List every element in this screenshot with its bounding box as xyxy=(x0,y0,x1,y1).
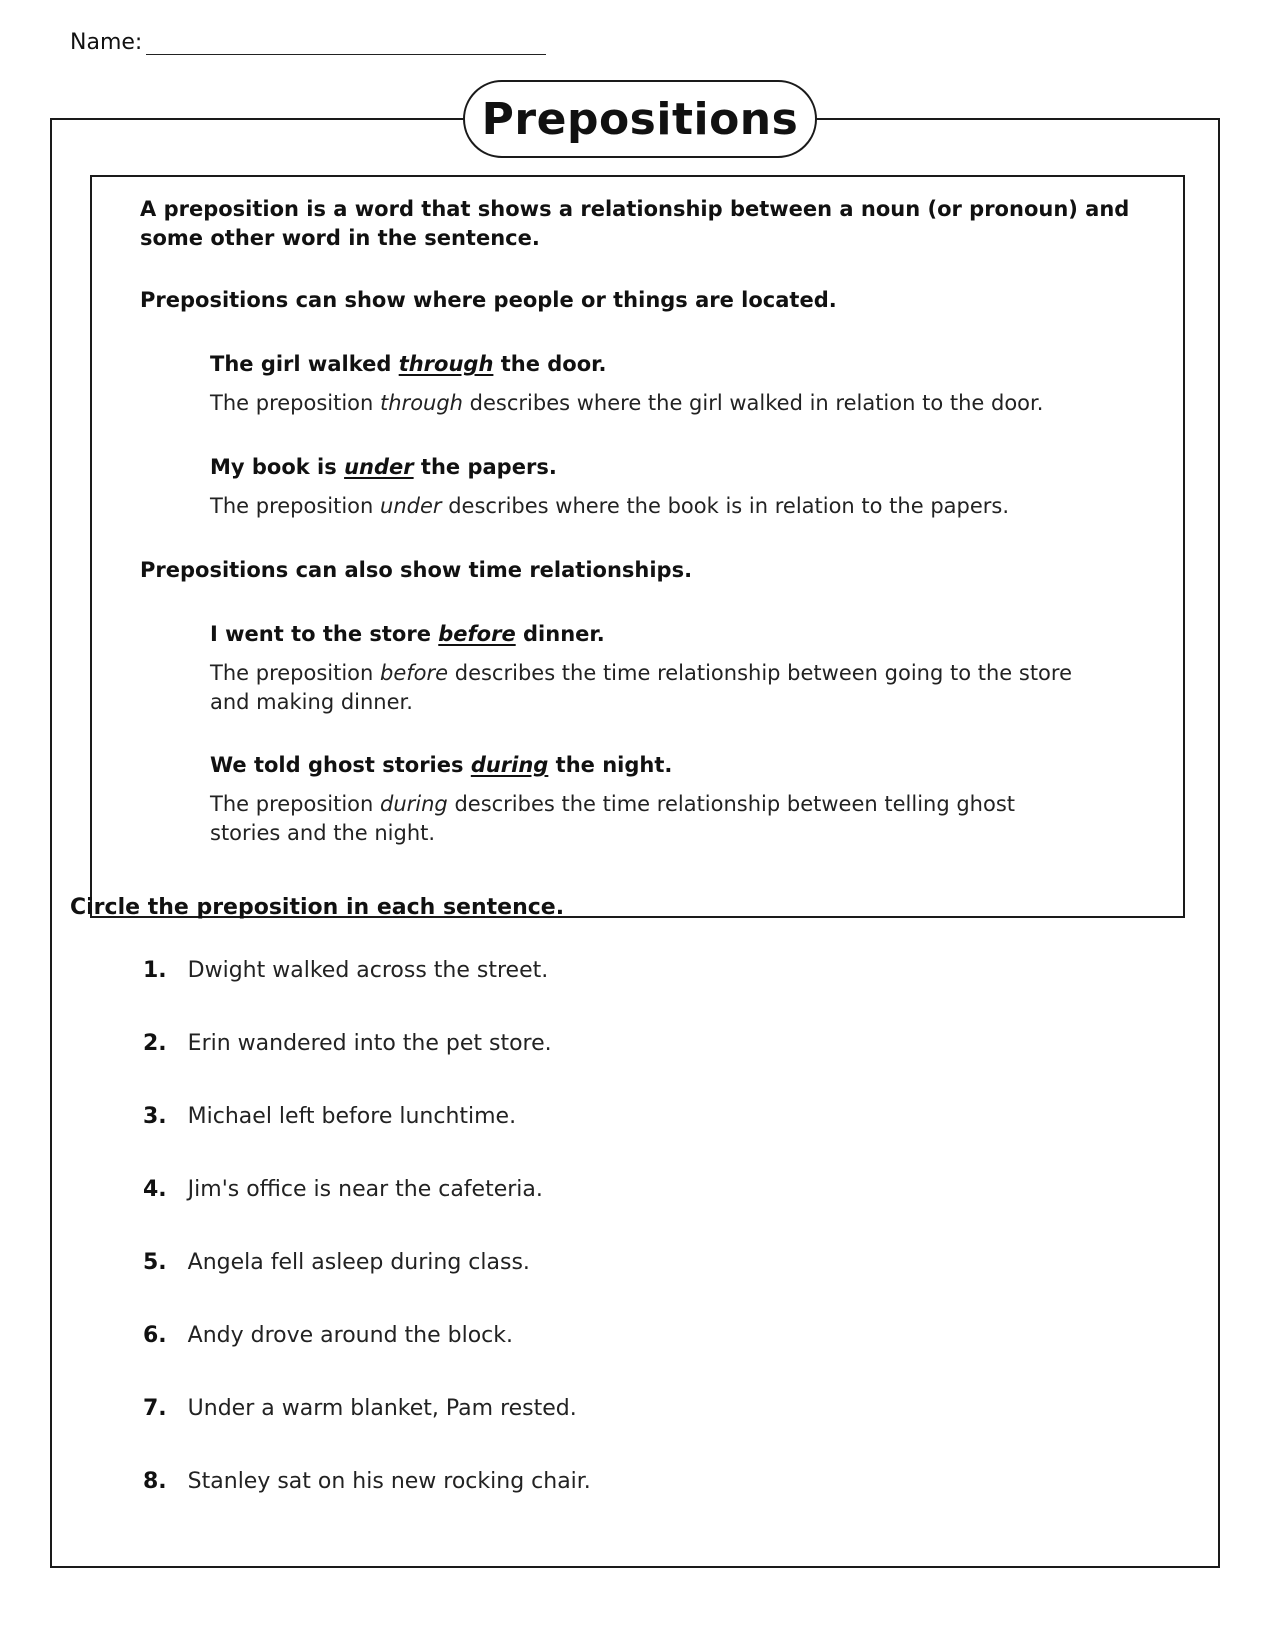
name-label: Name: xyxy=(70,30,143,55)
item-sentence[interactable]: Andy drove around the block. xyxy=(187,1323,513,1348)
exercise-item[interactable] xyxy=(143,958,548,983)
title-banner xyxy=(463,80,817,158)
example-sentence: The girl walked through the door. xyxy=(210,352,607,376)
item-sentence[interactable]: Erin wandered into the pet store. xyxy=(187,1031,552,1056)
exercise-item[interactable] xyxy=(143,1469,591,1494)
exercise-item[interactable] xyxy=(143,1396,577,1421)
item-sentence[interactable]: Jim's office is near the cafeteria. xyxy=(187,1177,543,1202)
example-sentence: I went to the store before dinner. xyxy=(210,622,605,646)
item-sentence[interactable]: Dwight walked across the street. xyxy=(187,958,549,983)
item-number: 7. xyxy=(143,1396,167,1421)
example-sentence: My book is under the papers. xyxy=(210,455,557,479)
example-preposition: under xyxy=(344,455,414,479)
item-sentence[interactable]: Michael left before lunchtime. xyxy=(187,1104,517,1129)
time-heading: Prepositions can also show time relationships. xyxy=(140,558,693,582)
example-explanation: The preposition during describes the time relationship between telling ghost stories and the night. xyxy=(210,792,1016,845)
name-blank-line[interactable] xyxy=(146,30,546,55)
example-preposition: through xyxy=(398,352,494,376)
example-explanation: The preposition through describes where the girl walked in relation to the door. xyxy=(210,391,1044,415)
item-number: 1. xyxy=(143,958,167,983)
name-field xyxy=(70,30,546,55)
exercise-item[interactable] xyxy=(143,1177,543,1202)
definition-text: A preposition is a word that shows a relationship between a noun (or pronoun) and some other word in the sentence. xyxy=(140,197,1130,250)
example-preposition: during xyxy=(470,753,549,777)
exercise-instruction: Circle the preposition in each sentence. xyxy=(70,895,565,920)
item-number: 2. xyxy=(143,1031,167,1056)
example-explanation: The preposition under describes where the book is in relation to the papers. xyxy=(210,494,1010,518)
exercise-item[interactable] xyxy=(143,1323,513,1348)
exercise-item[interactable] xyxy=(143,1250,530,1275)
item-sentence[interactable]: Under a warm blanket, Pam rested. xyxy=(187,1396,577,1421)
example-sentence: We told ghost stories during the night. xyxy=(210,753,673,777)
page-title: Prepositions xyxy=(481,93,799,145)
exercise-item[interactable] xyxy=(143,1031,552,1056)
exercise-item[interactable] xyxy=(143,1104,516,1129)
example-preposition: before xyxy=(438,622,516,646)
item-number: 3. xyxy=(143,1104,167,1129)
example-explanation: The preposition before describes the time relationship between going to the store and making dinner. xyxy=(210,661,1073,714)
item-number: 8. xyxy=(143,1469,167,1494)
location-heading: Prepositions can show where people or things are located. xyxy=(140,288,837,312)
item-number: 4. xyxy=(143,1177,167,1202)
item-sentence[interactable]: Stanley sat on his new rocking chair. xyxy=(187,1469,591,1494)
item-number: 5. xyxy=(143,1250,167,1275)
item-number: 6. xyxy=(143,1323,167,1348)
item-sentence[interactable]: Angela fell asleep during class. xyxy=(187,1250,530,1275)
